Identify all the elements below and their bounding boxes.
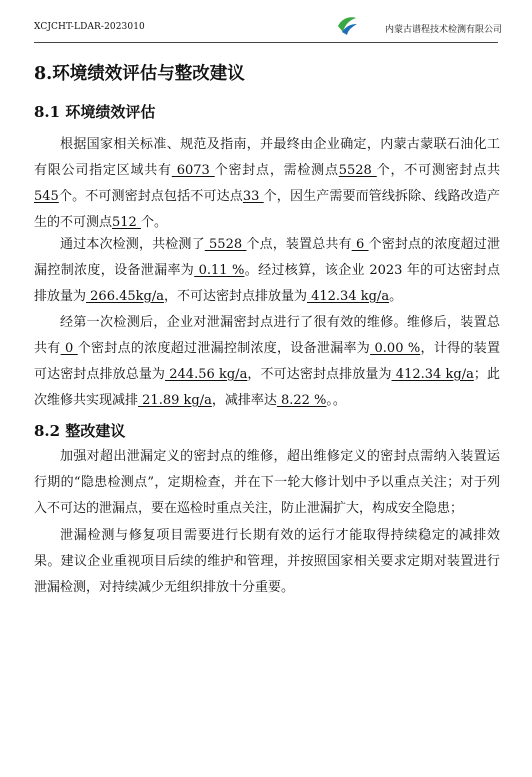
subsection-title-8-2: 8.2 整改建议 <box>34 422 126 440</box>
document-id: XCJCHT-LDAR-2023010 <box>34 22 145 32</box>
value-leak-rate-after: 0.00 % <box>370 341 421 356</box>
value-removed-points: 512 <box>112 215 141 230</box>
value-total-points: 6073 <box>171 163 215 178</box>
paragraph-recommendation-1: 加强对超出泄漏定义的密封点的维修，超出维修定义的密封点需纳入装置运行期的“隐患检测点”，定期检查，并在下一轮大修计划中予以重点关注；对于列入不可达的泄漏点，要在巡检时重点关注，防止泄漏扩大，构成安全隐患； <box>34 449 500 516</box>
subsection-title-8-1: 8.1 环境绩效评估 <box>34 103 156 121</box>
paragraph-recommendation-2: 泄漏检测与修复项目需要进行长期有效的运行才能取得持续稳定的减排效果。建议企业重视项目后续的维护和管理，并按照国家相关要求定期对装置进行泄漏检测，对持续减少无组织排放十分重要。 <box>34 528 500 595</box>
value-leak-points-after: 0 <box>60 341 78 356</box>
value-reachable-emission: 266.45kg/a <box>86 289 164 304</box>
value-unreachable-emission-after: 412.34 kg/a <box>391 367 474 382</box>
section-title: 8.环境绩效评估与整改建议 <box>34 64 245 84</box>
paragraph-after-repair: 经第一次检测后，企业对泄漏密封点进行了很有效的维修。维修后，装置总共有 0 个密封点的浓度超过泄漏控制浓度，设备泄漏率为 0.00 %，计得的装置可达密封点排放总量为 244.56 kg/a，不可达密封点排放量为 412.34 kg/a；此次维修共实现减排 21.89 kg/a，减排率达 8.22 %。。 <box>34 315 500 408</box>
value-undetectable-points: 545 <box>34 189 59 204</box>
company-name: 内蒙古谱程技术检测有限公司 <box>384 25 502 35</box>
value-leak-rate: 0.11 % <box>194 263 245 278</box>
value-reduction-rate: 8.22 % <box>276 393 327 408</box>
value-leak-points: 6 <box>351 237 369 252</box>
company-logo-icon <box>336 14 358 36</box>
value-unreachable-points: 33 <box>242 189 264 204</box>
paragraph-detection-results: 通过本次检测，共检测了 5528 个点，装置总共有 6 个密封点的浓度超过泄漏控制浓度，设备泄漏率为 0.11 %。经过核算，该企业 2023 年的可达密封点排放量为 266.45kg/a，不可达密封点排放量为 412.34 kg/a。 <box>34 237 500 304</box>
page-header <box>34 0 502 43</box>
value-detect-points: 5528 <box>338 163 377 178</box>
value-reachable-emission-after: 244.56 kg/a <box>165 367 248 382</box>
paragraph-scope: 根据国家相关标准、规范及指南，并最终由企业确定，内蒙古蒙联石油化工有限公司指定区域共有 6073 个密封点，需检测点5528 个，不可测密封点共545个。不可测密封点包括不可达点33 个，因生产需要而管线拆除、线路改造产生的不可测点512 个。 <box>34 137 500 230</box>
value-unreachable-emission: 412.34 kg/a <box>306 289 390 304</box>
value-detected-count: 5528 <box>204 237 247 252</box>
value-reduction: 21.89 kg/a <box>138 393 212 408</box>
